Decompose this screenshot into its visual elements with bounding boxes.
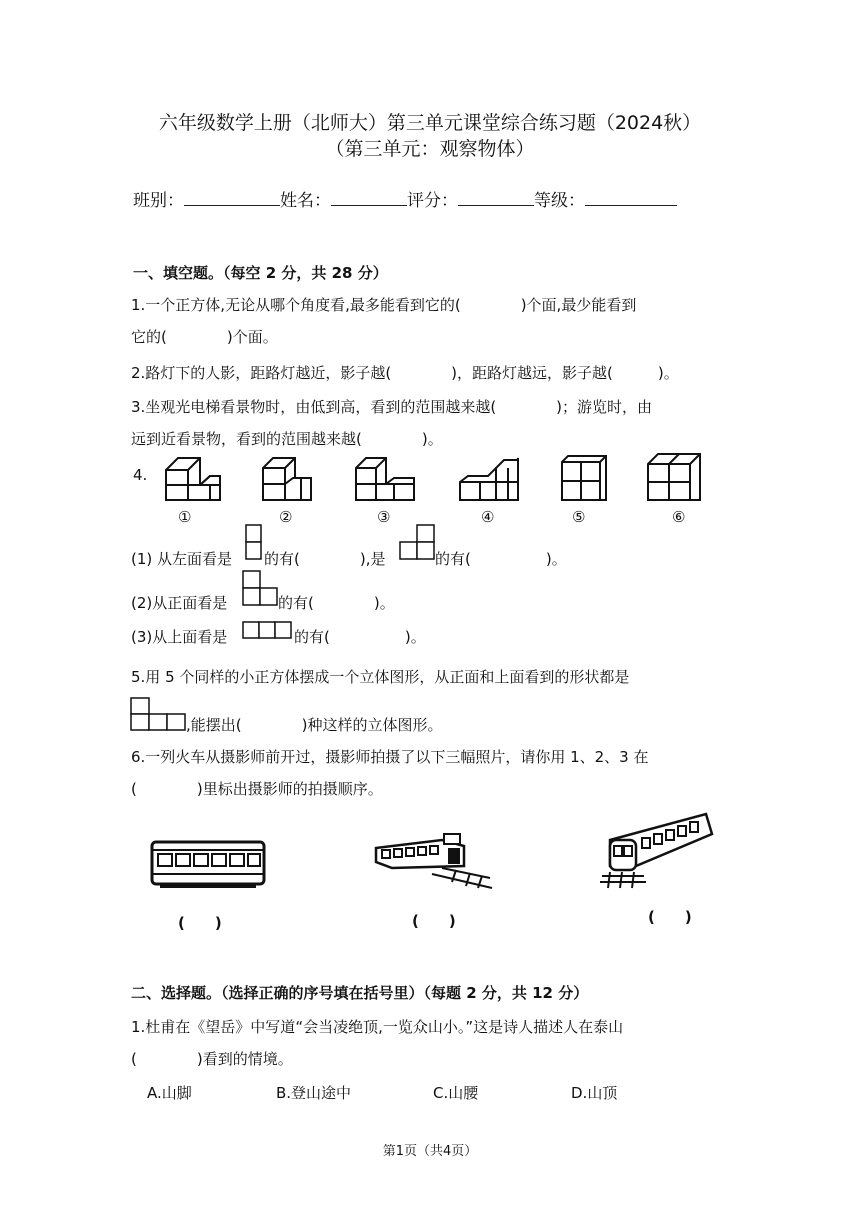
name-label: 姓名： — [280, 191, 331, 211]
name-blank[interactable] — [331, 187, 407, 206]
q4-1-text-a: (1) 从左面看是 — [131, 550, 233, 568]
view-shape-top-row — [242, 620, 296, 642]
page-subtitle: （第三单元：观察物体） — [325, 138, 535, 160]
photo-1-answer[interactable]: ( ) — [178, 914, 222, 932]
cube-figure-5 — [562, 456, 606, 500]
class-label: 班别： — [133, 191, 184, 211]
score-label: 评分： — [407, 191, 458, 211]
student-info-line — [133, 186, 677, 211]
option-d[interactable]: D.山顶 — [571, 1084, 618, 1102]
q1-line2: 它的( )个面。 — [131, 328, 278, 346]
figure-label-4: ④ — [481, 508, 495, 526]
q4-3-text-a: (3)从上面看是 — [131, 628, 228, 646]
option-a[interactable]: A.山脚 — [147, 1084, 192, 1102]
photo-3-answer[interactable]: ( ) — [648, 908, 692, 926]
figure-label-2: ② — [279, 508, 293, 526]
q4-2-text-b: 的有( )。 — [278, 594, 395, 612]
view-shape-two-vertical — [245, 524, 263, 562]
figure-label-5: ⑤ — [572, 508, 586, 526]
q4-number: 4. — [133, 466, 148, 484]
view-shape-l-left — [399, 524, 437, 562]
section2-heading: 二、选择题。（选择正确的序号填在括号里）（每题 2 分，共 12 分） — [131, 984, 589, 1002]
train-photo-angled-view — [372, 826, 496, 896]
q3-line1: 3.坐观光电梯看景物时，由低到高，看到的范围越来越( )；游览时，由 — [131, 398, 653, 416]
q4-1-text-b: 的有( ),是 — [264, 550, 386, 568]
train-photo-front-view — [596, 810, 720, 898]
q4-3-text-b: 的有( )。 — [294, 628, 426, 646]
view-shape-front — [242, 570, 280, 608]
page-title: 六年级数学上册（北师大）第三单元课堂综合练习题（2024秋） — [158, 112, 702, 134]
option-c[interactable]: C.山腰 — [433, 1084, 479, 1102]
option-b[interactable]: B.登山途中 — [276, 1084, 352, 1102]
q5-line1: 5.用 5 个同样的小正方体摆成一个立体图形，从正面和上面看到的形状都是 — [131, 668, 630, 686]
photo-2-answer[interactable]: ( ) — [412, 912, 456, 930]
cube-figures — [160, 452, 730, 532]
page-footer: 第1页（共4页） — [382, 1144, 478, 1159]
cube-figure-6 — [648, 454, 700, 500]
cube-figure-2 — [263, 458, 311, 500]
grade-label: 等级： — [534, 191, 585, 211]
q4-2-text-a: (2)从正面看是 — [131, 594, 228, 612]
cube-figure-3 — [356, 458, 414, 500]
q4-1-text-c: 的有( )。 — [435, 550, 567, 568]
q2-text: 2.路灯下的人影，距路灯越近，影子越( )，距路灯越远，影子越( )。 — [131, 364, 679, 382]
cube-figure-1 — [166, 458, 220, 500]
class-blank[interactable] — [184, 187, 280, 206]
view-shape-q5 — [130, 696, 190, 736]
s2-q1-line2: ( )看到的情境。 — [131, 1050, 293, 1068]
score-blank[interactable] — [458, 187, 534, 206]
figure-label-3: ③ — [377, 508, 391, 526]
q1-line1: 1.一个正方体,无论从哪个角度看,最多能看到它的( )个面,最少能看到 — [131, 296, 637, 314]
figure-label-1: ① — [178, 508, 192, 526]
section1-heading: 一、填空题。（每空 2 分，共 28 分） — [133, 264, 388, 282]
q3-line2: 远到近看景物，看到的范围越来越( )。 — [131, 430, 443, 448]
train-photo-side-view — [146, 836, 270, 892]
s2-q1-line1: 1.杜甫在《望岳》中写道“会当凌绝顶,一览众山小。”这是诗人描述人在泰山 — [131, 1018, 624, 1036]
cube-figure-4 — [460, 458, 518, 500]
q6-line2: ( )里标出摄影师的拍摄顺序。 — [131, 780, 383, 798]
figure-label-6: ⑥ — [672, 508, 686, 526]
q5-line2: ,能摆出( )种这样的立体图形。 — [186, 716, 443, 734]
q6-line1: 6.一列火车从摄影师前开过，摄影师拍摄了以下三幅照片，请你用 1、2、3 在 — [131, 748, 649, 766]
grade-blank[interactable] — [585, 187, 677, 206]
